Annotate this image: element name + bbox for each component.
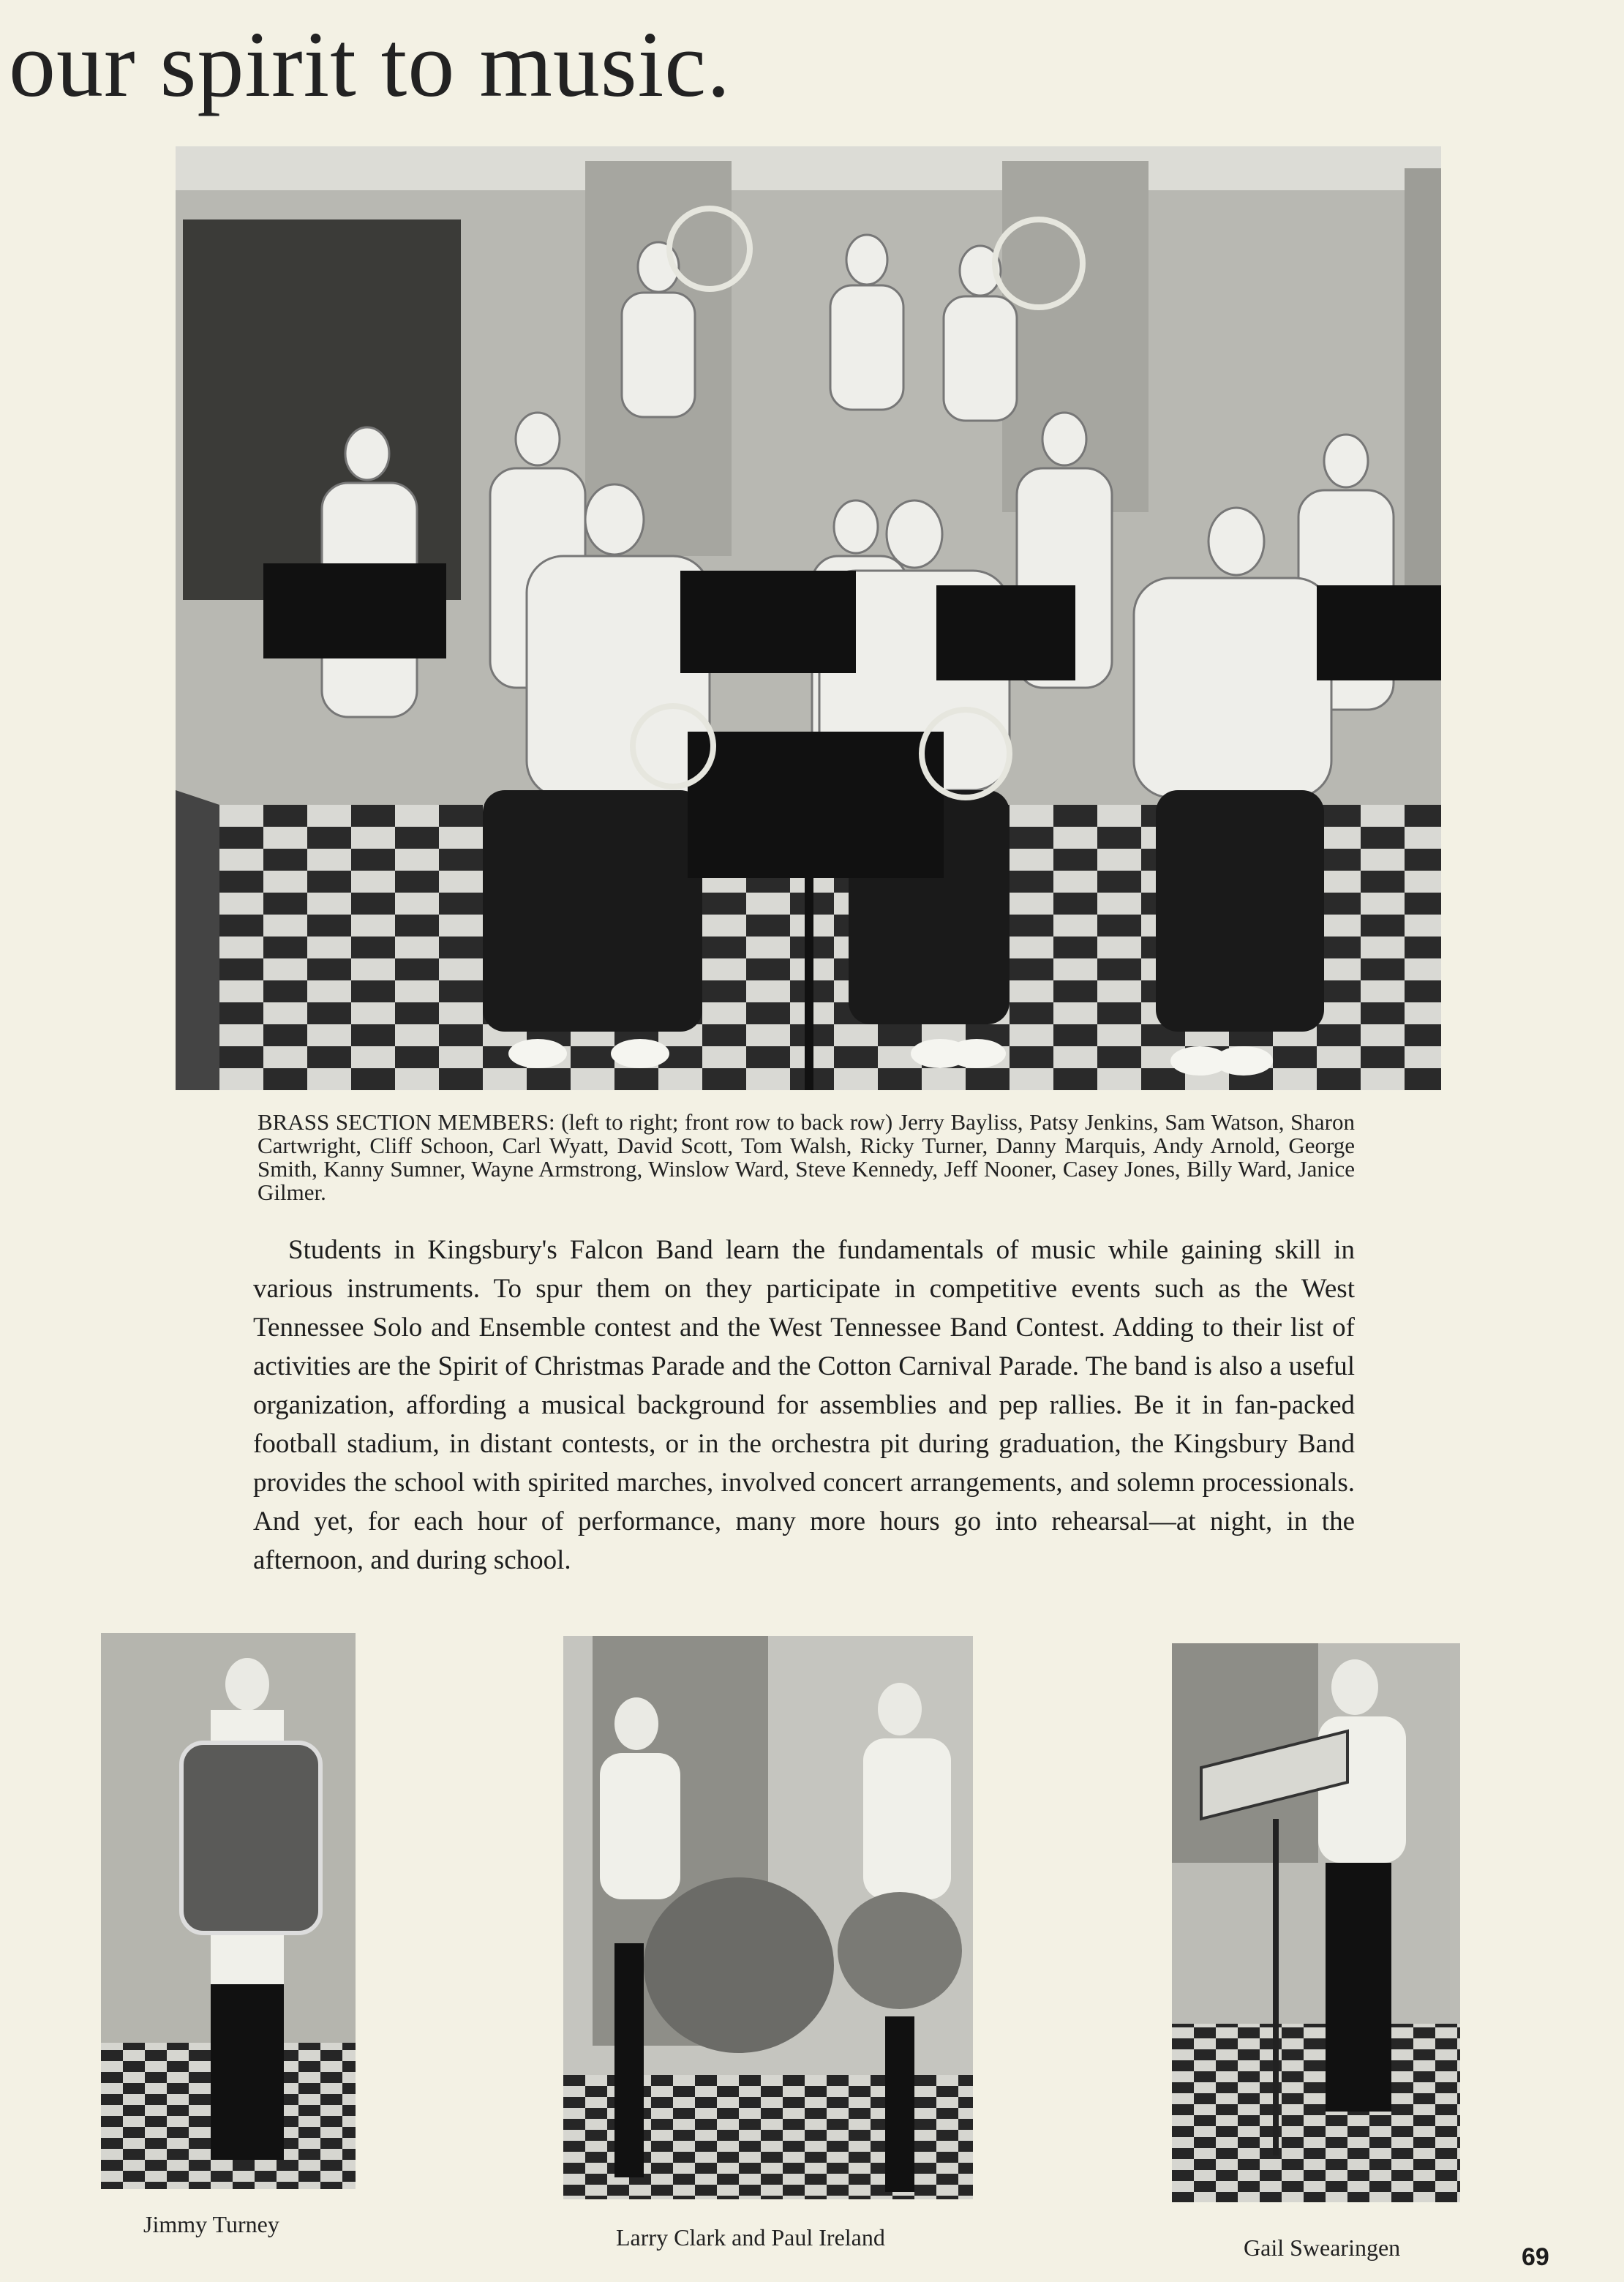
bells-photo: [1172, 1643, 1460, 2202]
caption-rest: (left to right; front row to back row) Jerry Bayliss, Patsy Jenkins, Sam Watson, Sharon Cartwright, Cliff Schoon, Carl Wyatt, David Scott, Tom Walsh, Ricky Turner, Danny Marquis, Andy Arnold, George Smith, Kanny Sumner, Wayne Armstrong, Winslow Ward, Steve Kennedy, Jeff Nooner, Casey Jones, Billy Ward, Janice Gilmer.: [257, 1109, 1355, 1205]
brass-section-caption: [257, 1111, 1355, 1204]
timpani-caption: Larry Clark and Paul Ireland: [616, 2224, 885, 2251]
brass-section-photo: [176, 146, 1441, 1090]
drummer-caption: Jimmy Turney: [143, 2211, 279, 2237]
timpani-photo: [563, 1636, 973, 2199]
page-headline: our spirit to music.: [9, 12, 732, 116]
article-paragraph: Students in Kingsbury's Falcon Band learn the fundamentals of music while gaining skill in various instruments. To spur them on they participate in competitive events such as the West Tennessee Solo and Ensemble contest and the West Tennessee Band Contest. Adding to their list of activities are the Spirit of Christmas Parade and the Cotton Carnival Parade. The band is also a useful organization, affording a musical background for assemblies and pep rallies. Be it in fan-packed football stadium, in distant contests, or in the orchestra pit during graduation, the Kingsbury Band provides the school with spirited marches, involved concert arrangements, and solemn processionals. And yet, for each hour of performance, many more hours go into rehearsal—at night, in the afternoon, and during school.: [253, 1235, 1355, 1575]
bells-caption: Gail Swearingen: [1244, 2234, 1401, 2261]
caption-lead: BRASS SECTION MEMBERS:: [257, 1109, 555, 1135]
page-number: 69: [1522, 2243, 1549, 2271]
drummer-photo: [101, 1633, 356, 2189]
